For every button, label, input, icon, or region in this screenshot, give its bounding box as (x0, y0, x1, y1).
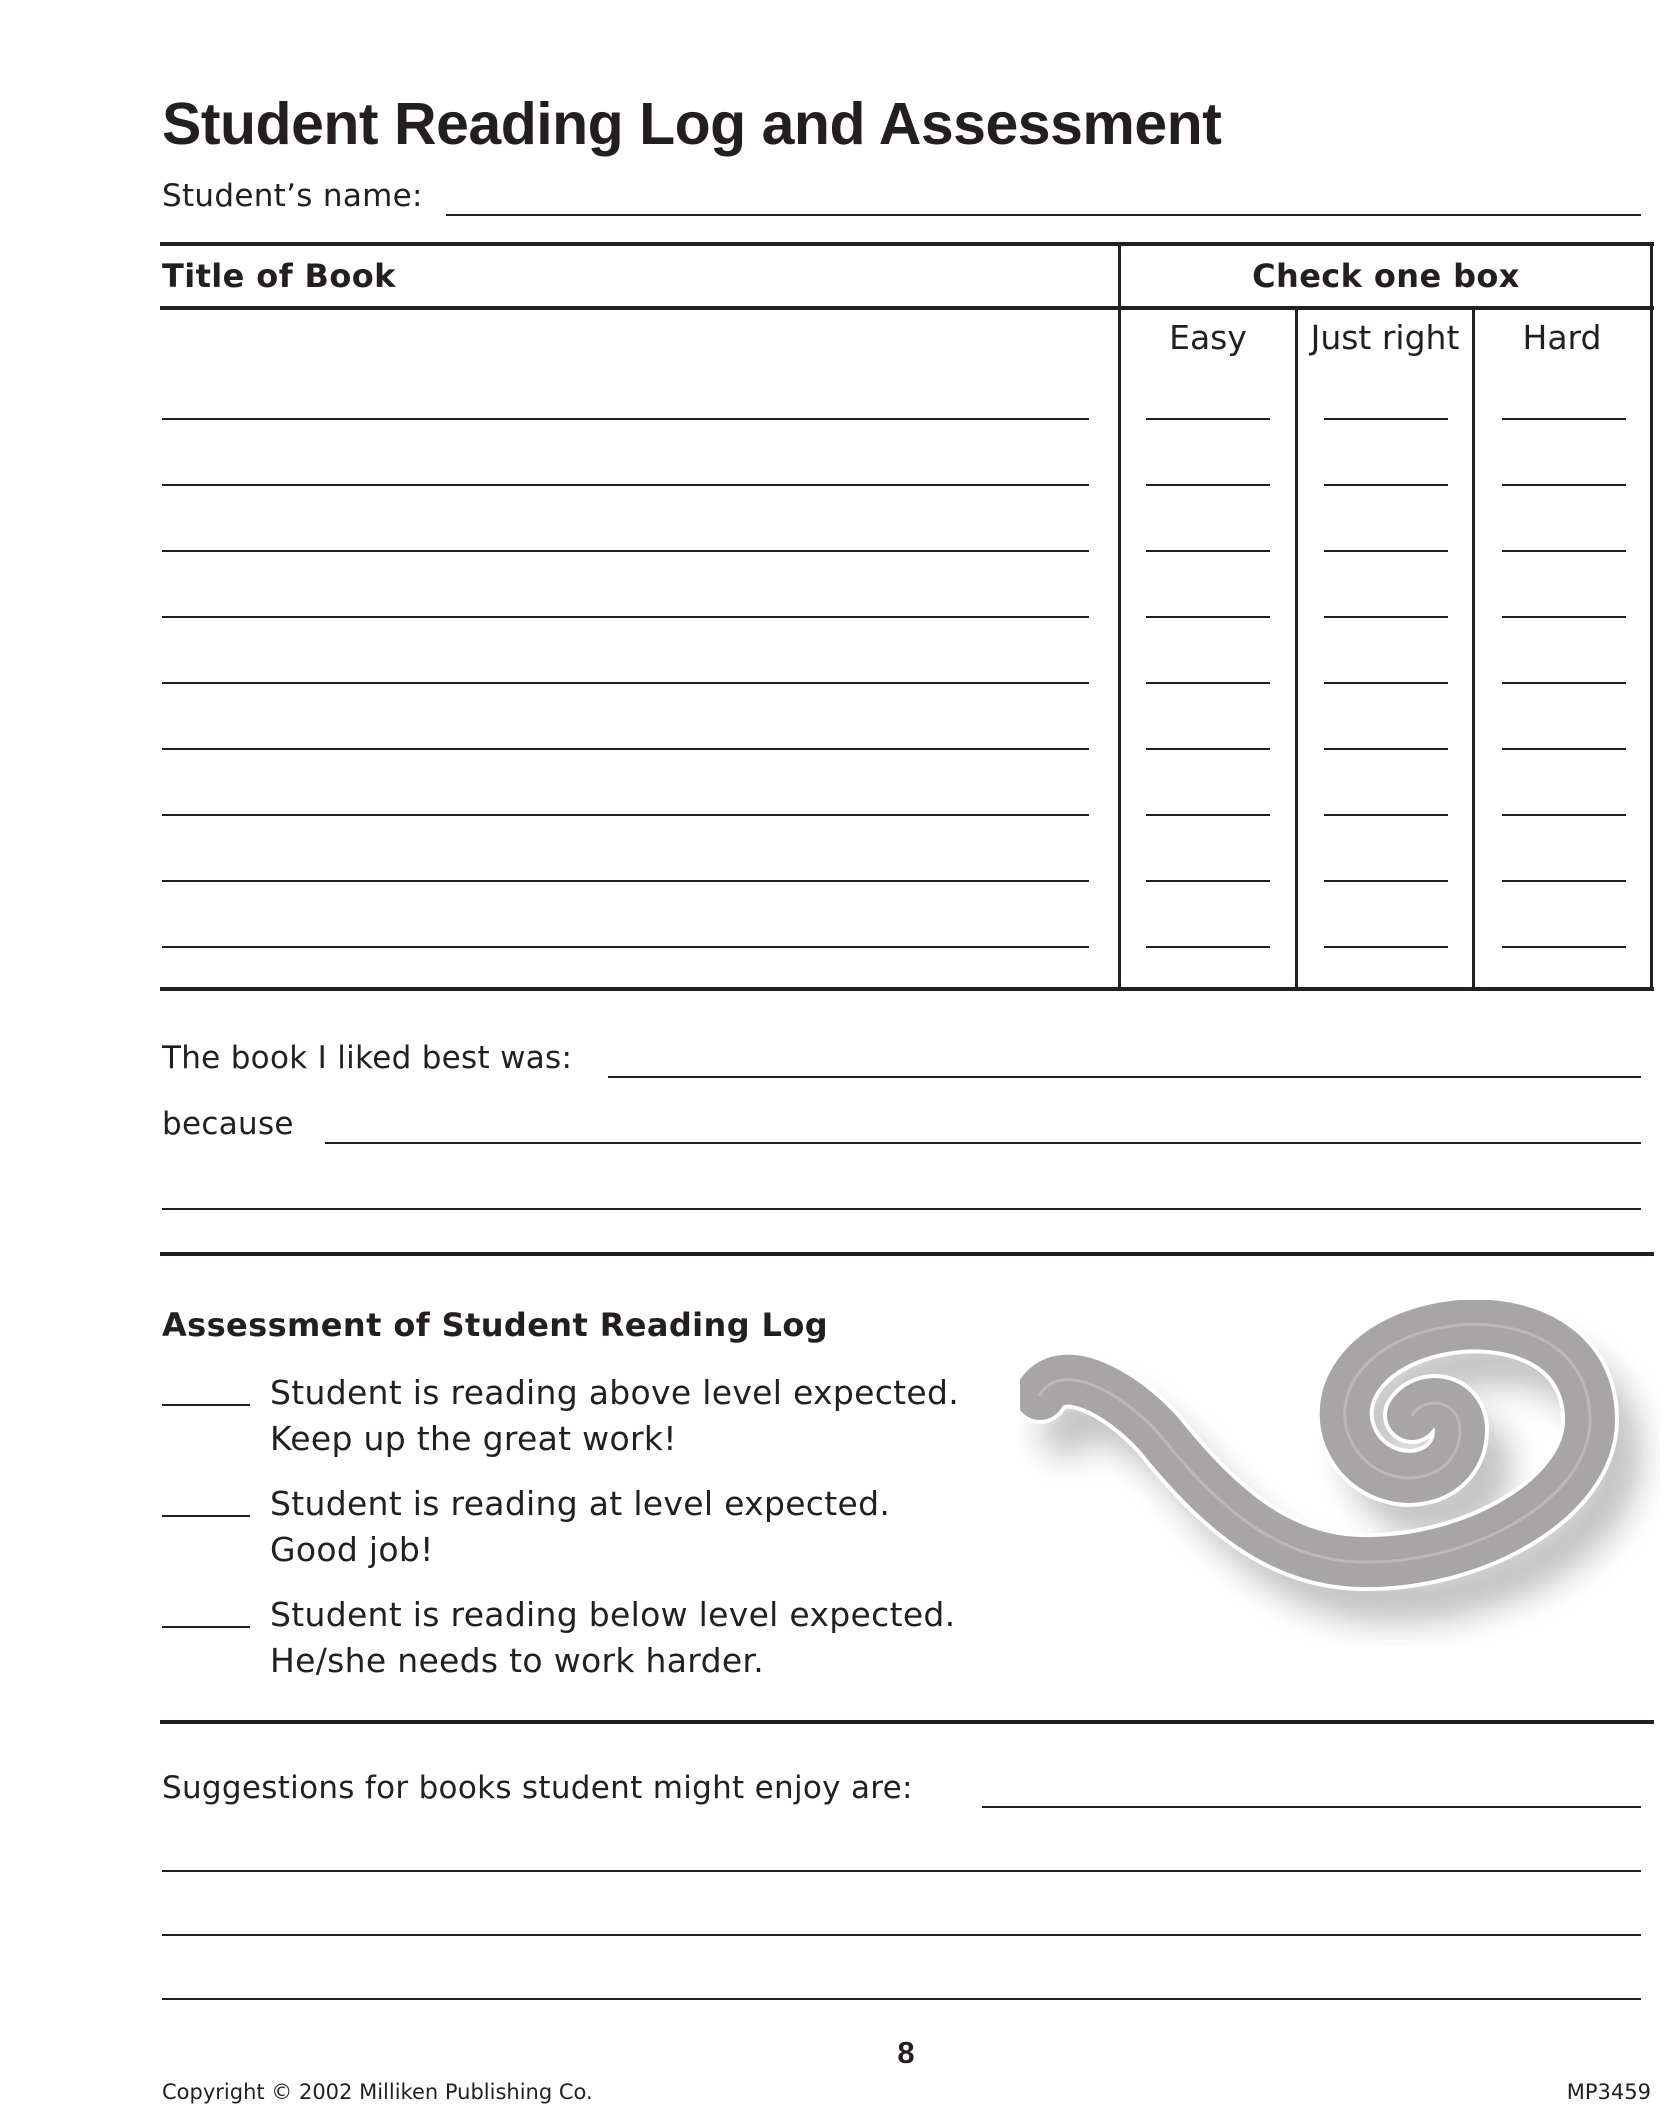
easy-check-line[interactable] (1146, 418, 1270, 420)
just-right-check-line[interactable] (1324, 418, 1448, 420)
suggestions-line-2[interactable] (162, 1870, 1641, 1872)
book-title-line[interactable] (162, 484, 1089, 486)
table-bottom-rule (160, 987, 1654, 991)
assessment-above-text (270, 1370, 959, 1462)
because-field[interactable] (325, 1142, 1641, 1144)
assessment-below-line1: Student is reading below level expected. (270, 1595, 956, 1634)
column-header-easy: Easy (1169, 318, 1247, 357)
table-header-rule (160, 306, 1654, 310)
easy-check-line[interactable] (1146, 550, 1270, 552)
because-field-continued[interactable] (162, 1208, 1641, 1210)
assessment-above-line1: Student is reading above level expected. (270, 1373, 960, 1412)
just-right-check-line[interactable] (1324, 682, 1448, 684)
hard-check-line[interactable] (1502, 616, 1626, 618)
book-title-line[interactable] (162, 550, 1089, 552)
book-title-line[interactable] (162, 616, 1089, 618)
hard-check-line[interactable] (1502, 550, 1626, 552)
just-right-check-line[interactable] (1324, 880, 1448, 882)
section-rule-assessment (160, 1252, 1654, 1256)
suggestions-label: Suggestions for books student might enjoy are: (162, 1770, 913, 1806)
assessment-below-text (270, 1592, 955, 1684)
swirl-decoration-icon (1020, 1300, 1660, 1660)
assessment-above-line2: Keep up the great work! (270, 1419, 677, 1458)
liked-best-label: The book I liked best was: (162, 1040, 573, 1076)
book-title-line[interactable] (162, 418, 1089, 420)
suggestions-line-3[interactable] (162, 1934, 1641, 1936)
product-code: MP3459 (1566, 2080, 1651, 2104)
just-right-check-line[interactable] (1324, 550, 1448, 552)
hard-check-line[interactable] (1502, 748, 1626, 750)
copyright-notice: Copyright © 2002 Milliken Publishing Co. (162, 2080, 593, 2104)
hard-check-line[interactable] (1502, 484, 1626, 486)
assessment-checkline-above[interactable] (162, 1404, 250, 1406)
table-right-edge-body (1650, 306, 1653, 991)
easy-check-line[interactable] (1146, 616, 1270, 618)
book-title-line[interactable] (162, 682, 1089, 684)
easy-check-line[interactable] (1146, 946, 1270, 948)
student-name-field[interactable] (446, 214, 1641, 216)
student-name-label: Student’s name: (162, 178, 423, 214)
book-title-line[interactable] (162, 880, 1089, 882)
page-title: Student Reading Log and Assessment (162, 91, 1222, 157)
column-header-just-right: Just right (1310, 318, 1460, 357)
assessment-at-line1: Student is reading at level expected. (270, 1484, 891, 1523)
book-title-line[interactable] (162, 748, 1089, 750)
just-right-check-line[interactable] (1324, 748, 1448, 750)
assessment-checkline-below[interactable] (162, 1626, 250, 1628)
assessment-at-line2: Good job! (270, 1530, 434, 1569)
just-right-check-line[interactable] (1324, 484, 1448, 486)
because-label: because (162, 1106, 294, 1142)
suggestions-line-4[interactable] (162, 1998, 1641, 2000)
just-right-check-line[interactable] (1324, 946, 1448, 948)
hard-check-line[interactable] (1502, 880, 1626, 882)
just-right-check-line[interactable] (1324, 814, 1448, 816)
easy-check-line[interactable] (1146, 748, 1270, 750)
column-header-hard: Hard (1522, 318, 1602, 357)
easy-check-line[interactable] (1146, 880, 1270, 882)
assessment-checkline-at[interactable] (162, 1515, 250, 1517)
assessment-at-text (270, 1481, 890, 1573)
book-title-line[interactable] (162, 946, 1089, 948)
easy-check-line[interactable] (1146, 682, 1270, 684)
easy-check-line[interactable] (1146, 814, 1270, 816)
liked-best-field[interactable] (608, 1076, 1641, 1078)
check-one-box-header: Check one box (1252, 257, 1520, 295)
hard-check-line[interactable] (1502, 814, 1626, 816)
assessment-heading: Assessment of Student Reading Log (162, 1306, 829, 1344)
just-right-check-line[interactable] (1324, 616, 1448, 618)
table-top-rule (160, 242, 1654, 246)
hard-check-line[interactable] (1502, 682, 1626, 684)
section-rule-suggestions (160, 1720, 1654, 1724)
table-divider-justright (1472, 306, 1475, 991)
table-divider-easy (1295, 306, 1298, 991)
hard-check-line[interactable] (1502, 946, 1626, 948)
page-number: 8 (897, 2035, 915, 2070)
suggestions-field[interactable] (982, 1806, 1641, 1808)
easy-check-line[interactable] (1146, 484, 1270, 486)
assessment-below-line2: He/she needs to work harder. (270, 1641, 765, 1680)
title-of-book-header: Title of Book (162, 257, 396, 295)
book-title-line[interactable] (162, 814, 1089, 816)
hard-check-line[interactable] (1502, 418, 1626, 420)
